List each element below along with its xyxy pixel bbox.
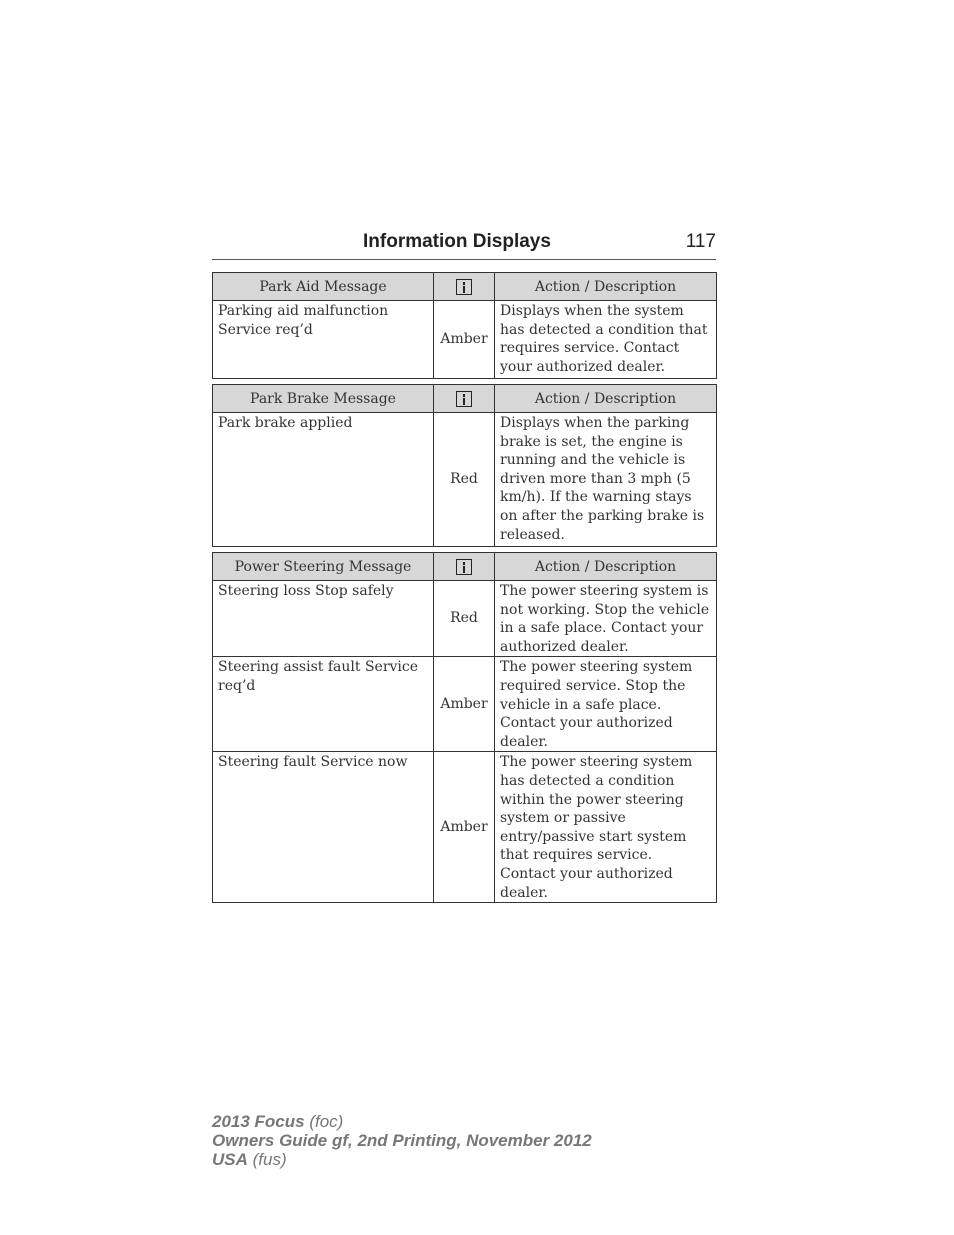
description-cell: The power steering system is not working. Stop the vehicle in a safe place. Contact your authorized dealer. [495,581,717,657]
footer-guide: Owners Guide gf, 2nd Printing, November 2012 [212,1131,592,1150]
footer-line-guide [212,1131,592,1150]
page-header [212,229,716,260]
table-row [213,301,717,379]
message-cell: Steering fault Service now [213,752,434,903]
header-action: Action / Description [495,273,717,301]
description-cell: The power steering system has detected a condition within the power steering system or passive entry/passive start system that requires service. Contact your authorized dealer. [495,752,717,903]
footer-region: USA [212,1150,248,1169]
color-cell: Red [434,413,495,547]
info-icon [456,391,472,407]
header-icon-cell [434,385,495,413]
header-message: Power Steering Message [213,553,434,581]
page-number: 117 [685,231,716,252]
color-cell: Amber [434,752,495,903]
footer-line-region [212,1150,592,1169]
park-aid-table [212,272,717,379]
table-row [213,581,717,657]
info-icon [456,559,472,575]
table-header-row [213,273,717,301]
message-cell: Park brake applied [213,413,434,547]
table-header-row [213,385,717,413]
message-cell: Parking aid malfunction Service req’d [213,301,434,379]
description-cell: The power steering system required service. Stop the vehicle in a safe place. Contact your authorized dealer. [495,657,717,752]
page-footer [212,1112,592,1169]
park-brake-table [212,384,717,547]
section-title: Information Displays [363,231,551,252]
table-row [213,752,717,903]
header-icon-cell [434,553,495,581]
footer-model-code: (foc) [309,1112,344,1131]
footer-region-code: (fus) [252,1150,287,1169]
table-header-row [213,553,717,581]
footer-model: 2013 Focus [212,1112,305,1131]
header-action: Action / Description [495,385,717,413]
header-message: Park Brake Message [213,385,434,413]
header-message: Park Aid Message [213,273,434,301]
color-cell: Red [434,581,495,657]
header-action: Action / Description [495,553,717,581]
header-icon-cell [434,273,495,301]
table-row [213,657,717,752]
description-cell: Displays when the parking brake is set, the engine is running and the vehicle is driven more than 3 mph (5 km/h). If the warning stays on after the parking brake is released. [495,413,717,547]
description-cell: Displays when the system has detected a condition that requires service. Contact your authorized dealer. [495,301,717,379]
info-icon [456,279,472,295]
color-cell: Amber [434,301,495,379]
footer-line-model [212,1112,592,1131]
power-steering-table [212,552,717,903]
message-cell: Steering assist fault Service req’d [213,657,434,752]
message-cell: Steering loss Stop safely [213,581,434,657]
table-row [213,413,717,547]
color-cell: Amber [434,657,495,752]
